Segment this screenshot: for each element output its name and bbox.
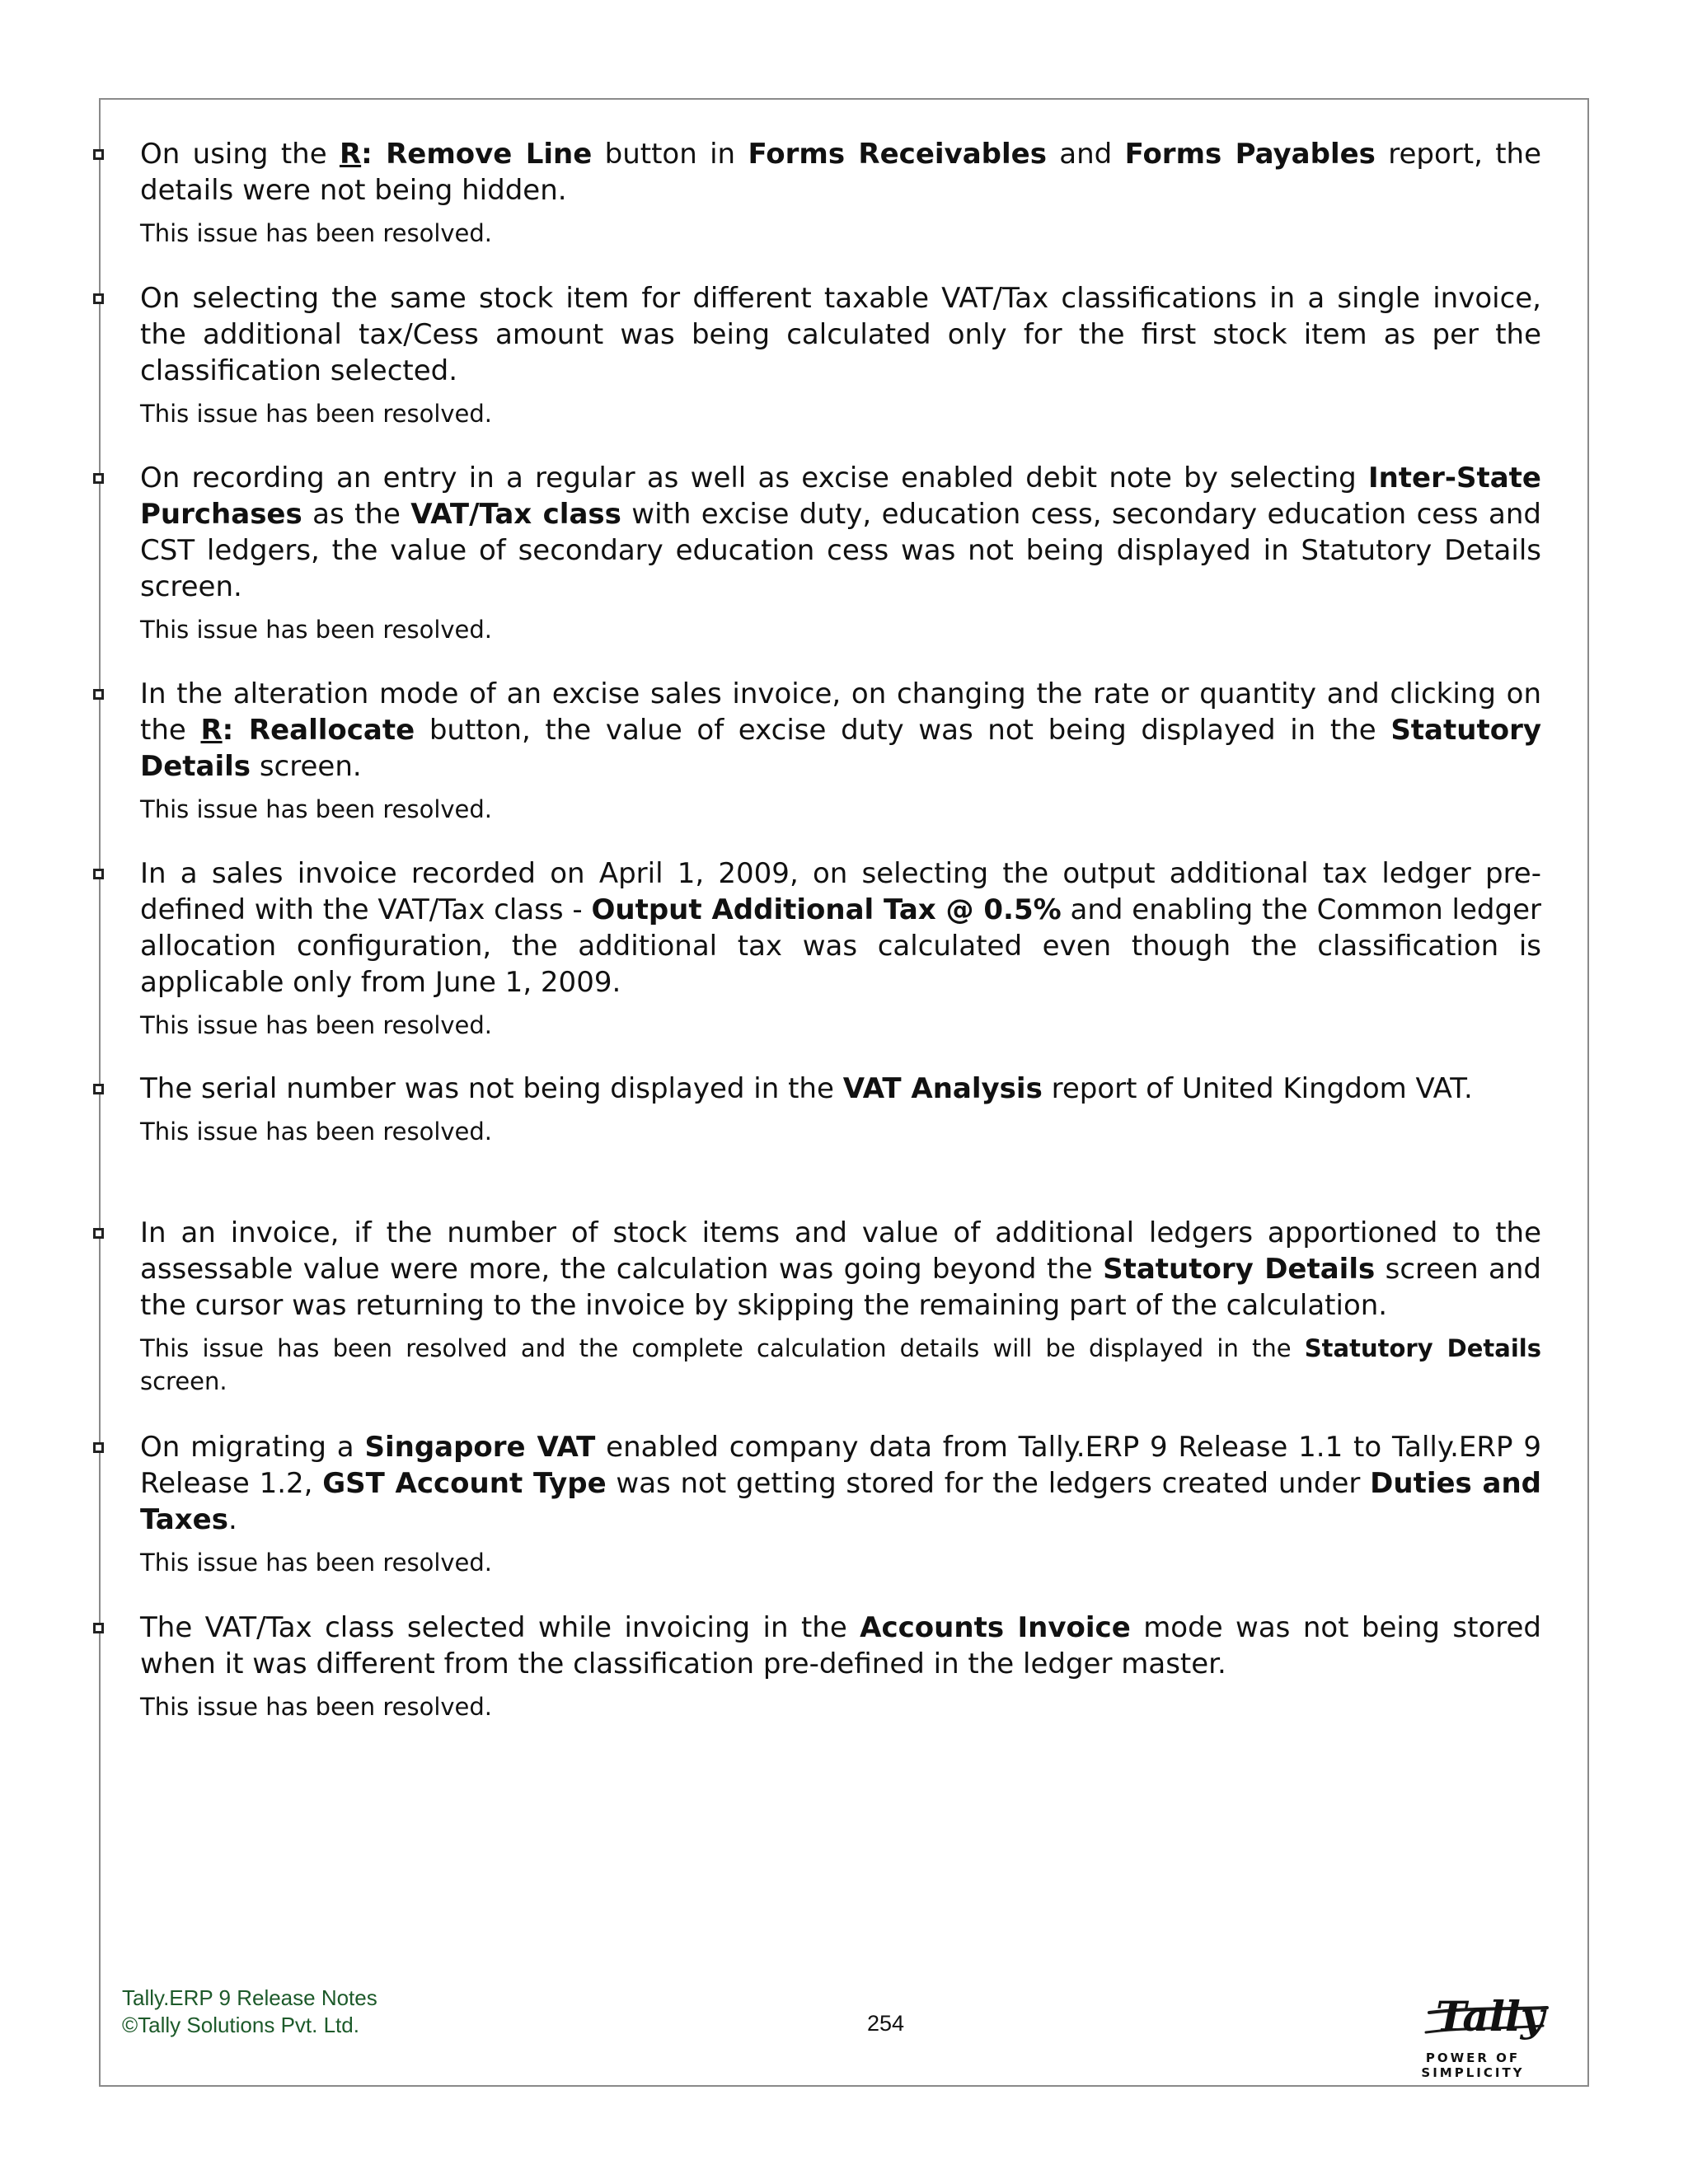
- resolution-note: This issue has been resolved.: [140, 795, 493, 823]
- page-number: 254: [867, 2011, 905, 2036]
- resolution-note: This issue has been resolved.: [140, 1549, 493, 1577]
- item-description: The VAT/Tax class selected while invoicing in the Accounts Invoice mode was not being stored when it was different from the classification pre-defined in the ledger master.: [140, 1611, 1541, 1680]
- item-description: On using the R: Remove Line button in Forms Receivables and Forms Payables report, the details were not being hidden.: [140, 138, 1542, 207]
- bullet-icon: [93, 1228, 104, 1239]
- list-item: [140, 1610, 1541, 1723]
- tally-logo: [1378, 1980, 1568, 2080]
- item-description: The serial number was not being displayed in the VAT Analysis report of United Kingdom VAT.: [140, 1072, 1473, 1105]
- logo-wordmark: Tally: [1436, 1992, 1545, 2041]
- item-description: On selecting the same stock item for different taxable VAT/Tax classifications in a single invoice, the additional tax/Cess amount was being calculated only for the first stock item as per the classification selected.: [140, 282, 1541, 387]
- list-item: [140, 460, 1541, 646]
- list-item: [140, 1071, 1541, 1148]
- logo-tagline: POWER OF SIMPLICITY: [1421, 2050, 1525, 2080]
- item-description: In an invoice, if the number of stock items and value of additional ledgers apportioned to the assessable value were more, the calculation was going beyond the Statutory Details screen and the cursor was returning to the invoice by skipping the remaining part of the calculation.: [140, 1216, 1542, 1322]
- footer-info: [122, 1985, 377, 2039]
- tally-logo-icon: [1378, 1980, 1568, 2050]
- bullet-icon: [93, 149, 104, 160]
- bullet-icon: [93, 1442, 104, 1453]
- list-item: [140, 676, 1541, 826]
- item-description: On recording an entry in a regular as well as excise enabled debit note by selecting Inter-State Purchases as the VAT/Tax class with excise duty, education cess, secondary education cess and CST ledgers, the value of secondary education cess was not being displayed in Statutory Details screen.: [140, 462, 1541, 603]
- resolution-note: This issue has been resolved.: [140, 1011, 493, 1039]
- list-item: [140, 1429, 1541, 1579]
- resolution-note: This issue has been resolved.: [140, 219, 493, 247]
- footer-doc-title: Tally.ERP 9 Release Notes: [122, 1985, 377, 2010]
- bullet-icon: [93, 1084, 104, 1094]
- item-description: In the alteration mode of an excise sales invoice, on changing the rate or quantity and clicking on the R: Reallocate button, the value of excise duty was not being displayed in the Statutory Details screen.: [140, 677, 1541, 783]
- resolution-note: This issue has been resolved.: [140, 1693, 493, 1721]
- bullet-icon: [93, 689, 104, 700]
- bullet-icon: [93, 293, 104, 304]
- resolution-note: This issue has been resolved.: [140, 400, 493, 428]
- resolution-note: This issue has been resolved.: [140, 1118, 493, 1146]
- resolution-note: This issue has been resolved and the complete calculation details will be displayed in the Statutory Details screen.: [140, 1334, 1541, 1395]
- bullet-icon: [93, 473, 104, 484]
- footer-copyright: ©Tally Solutions Pvt. Ltd.: [122, 2013, 359, 2037]
- list-item: [140, 855, 1541, 1042]
- list-item: [140, 280, 1541, 430]
- item-description: In a sales invoice recorded on April 1, 2009, on selecting the output additional tax ledger pre-defined with the VAT/Tax class - Output Additional Tax @ 0.5% and enabling the Common ledger allocation configuration, the additional tax was calculated even though the classification is applicable only from June 1, 2009.: [140, 857, 1541, 999]
- item-description: On migrating a Singapore VAT enabled company data from Tally.ERP 9 Release 1.1 to Tally.ERP 9 Release 1.2, GST Account Type was not getting stored for the ledgers created under Duties and Taxes.: [140, 1431, 1542, 1536]
- bullet-icon: [93, 869, 104, 879]
- list-item: [140, 1215, 1541, 1398]
- resolution-note: This issue has been resolved.: [140, 616, 493, 644]
- bullet-icon: [93, 1623, 104, 1633]
- list-item: [140, 136, 1541, 250]
